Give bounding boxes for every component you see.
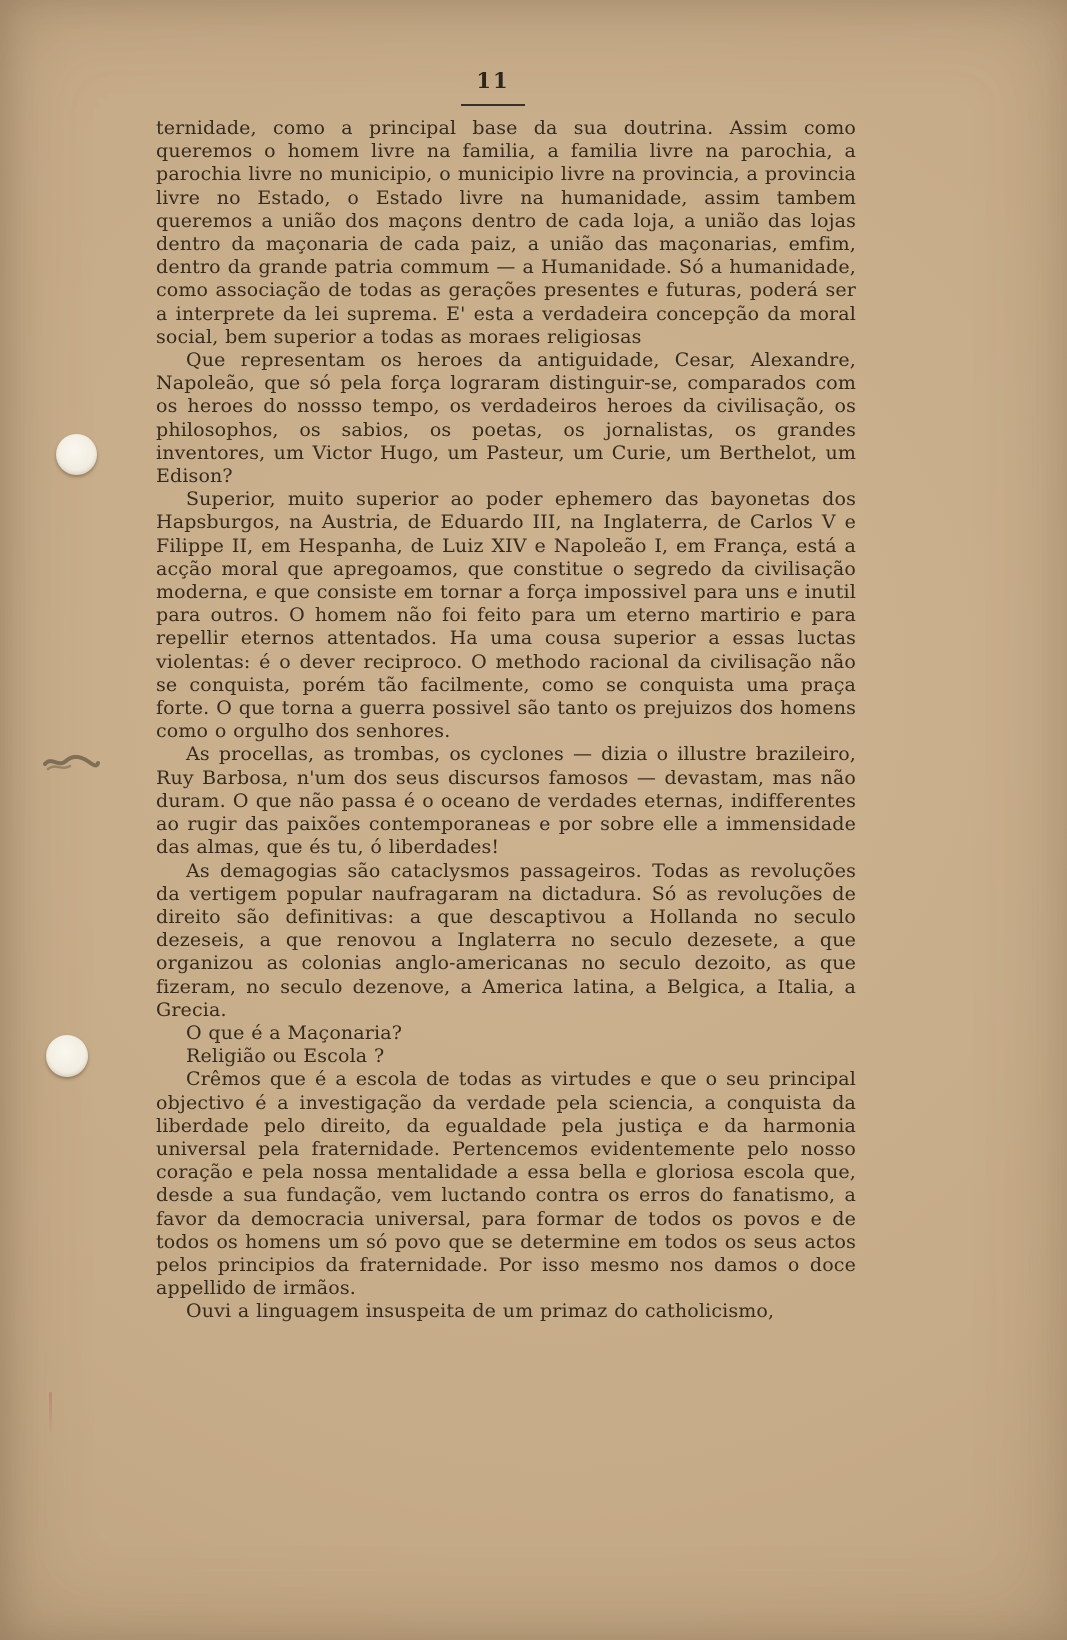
paragraph: As procellas, as trombas, os cyclones — dizia o illustre brazileiro, Ruy Barbosa, n'um dos seus discursos famosos — devastam, mas não duram. O que não passa é o oceano de verdades eternas, indifferentes ao rugir das paixões contemporaneas e por sobre elle a immensidade das almas, que és tu, ó liberdades! [156, 743, 856, 859]
body-text [156, 117, 856, 1324]
paragraph: Superior, muito superior ao poder ephemero das bayonetas dos Hapsburgos, na Austria, de Eduardo III, na Inglaterra, de Carlos V e Filippe II, em Hespanha, de Luiz XIV e Napoleão I, em França, está a acção moral que apregoamos, que constitue o segredo da civilisação moderna, e que consiste em tornar a força impossivel para uns e inutil para outros. O homem não foi feito para um eterno martirio e para repellir eternos attentados. Ha uma cousa superior a essas luctas violentas: é o dever reciproco. O methodo racional da civilisação não se conquista, porém tão facilmente, como se conquista uma praça forte. O que torna a guerra possivel são tanto os prejuizos dos homens como o orgulho dos senhores. [156, 488, 856, 743]
paragraph: As demagogias são cataclysmos passageiros. Todas as revoluções da vertigem popular naufragaram na dictadura. Só as revoluções de direito são definitivas: a que descaptivou a Hollanda no seculo dezeseis, a que renovou a Inglaterra no seculo dezesete, a que organizou as colonias anglo-americanas no seculo dezoito, as que fizeram, no seculo dezenove, a America latina, a Belgica, a Italia, a Grecia. [156, 859, 856, 1021]
punch-hole-top [56, 434, 97, 475]
paper-fiber-mark [49, 1392, 52, 1432]
page-number: 11 [476, 68, 510, 93]
paragraph: Crêmos que é a escola de todas as virtudes e que o seu principal objectivo é a investigação da verdade pela sciencia, a conquista da liberdade pelo direito, da egualdade pela justiça e da harmonia universal pela fraternidade. Pertencemos evidentemente pelo nosso coração e pela nossa mentalidade a essa bella e gloriosa escola que, desde a sua fundação, vem luctando contra os erros do fanatismo, a favor da democracia universal, para formar de todos os povos e de todos os homens um só povo que se determine em todos os seus actos pelos principios da fraternidade. Por isso mesmo nos damos o doce appellido de irmãos. [156, 1068, 856, 1300]
paragraph: O que é a Maçonaria? [186, 1021, 403, 1044]
page-number-rule [461, 104, 525, 106]
punch-hole-bottom [46, 1035, 88, 1077]
paragraph: Religião ou Escola ? [186, 1045, 385, 1068]
paragraph: ternidade, como a principal base da sua doutrina. Assim como queremos o homem livre na familia, a familia livre na parochia, a parochia livre no municipio, o municipio livre na provincia, a provincia livre no Estado, o Estado livre na humanidade, assim tambem queremos a união dos maçons dentro de cada loja, a união das lojas dentro da maçonaria de cada paiz, a união das maçonarias, emfim, dentro da grande patria commum — a Humanidade. Só a humanidade, como associação de todas as gerações presentes e futuras, poderá ser a interprete da lei suprema. E' esta a verdadeira concepção da moral social, bem superior a todas as moraes religiosas [156, 117, 856, 348]
paragraph: Que representam os heroes da antiguidade, Cesar, Alexandre, Napoleão, que só pela força lograram distinguir-se, comparados com os heroes do nossso tempo, os verdadeiros heroes da civilisação, os philosophos, os sabios, os poetas, os jornalistas, os grandes inventores, um Victor Hugo, um Pasteur, um Curie, um Berthelot, um Edison? [156, 349, 856, 488]
paragraph: Ouvi a linguagem insuspeita de um primaz do catholicismo, [186, 1300, 775, 1323]
smudge-mark [42, 748, 100, 778]
